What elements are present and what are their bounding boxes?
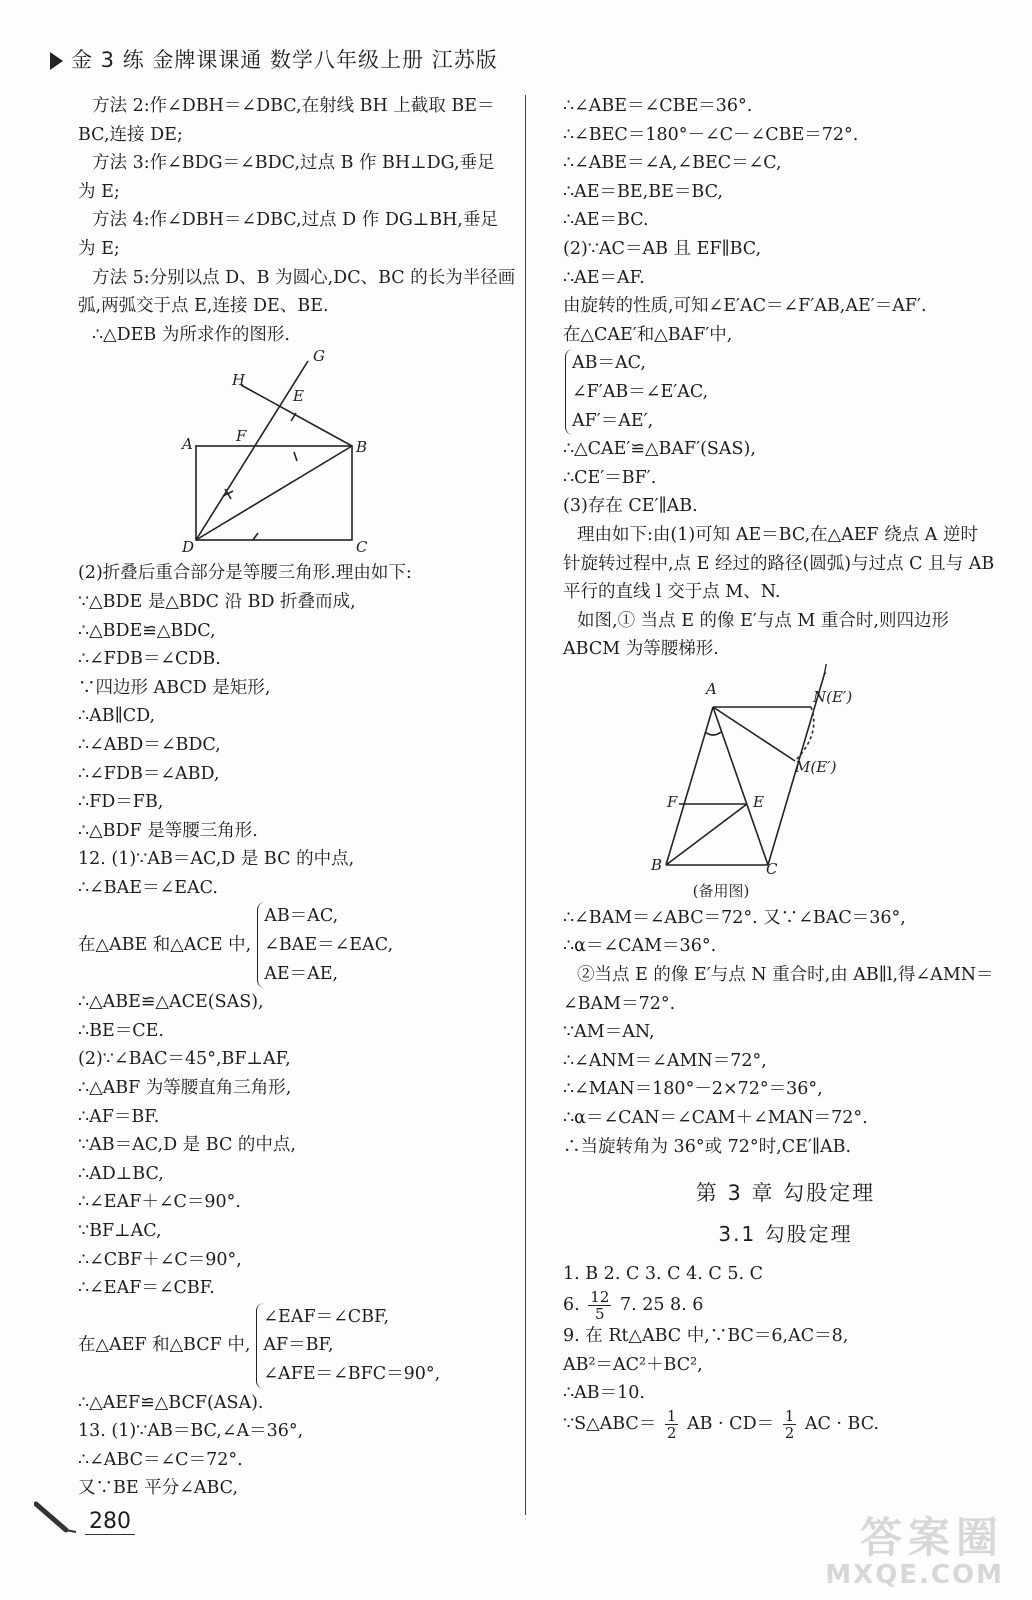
text-line: ∴∠EAF＝∠CBF.: [78, 1278, 215, 1299]
point-label: G: [313, 349, 325, 366]
text-line: 又∵BE 平分∠ABC,: [78, 1478, 239, 1499]
fraction-numerator: 1: [666, 1406, 677, 1425]
point-label: M(E′): [795, 757, 837, 776]
text-line: ∴α＝∠CAN＝∠CAM＋∠MAN＝72°.: [563, 1108, 868, 1129]
rotation-arc: [795, 707, 814, 761]
text-line: ∵△BDE 是△BDC 沿 BD 折叠而成,: [78, 591, 356, 612]
text-line: ∵四边形 ABCD 是矩形,: [78, 677, 271, 698]
text-line: ∴∠BEC＝180°－∠C－∠CBE＝72°.: [563, 124, 859, 145]
fraction-denominator: 2: [666, 1423, 677, 1442]
point-label: F: [667, 792, 678, 811]
text-line: ∴∠FDB＝∠ABD,: [78, 763, 220, 784]
text-line: 为 E;: [78, 238, 120, 259]
system-line: ∠AFE＝∠BFC＝90°,: [263, 1363, 441, 1384]
text-line: 弧,两弧交于点 E,连接 DE、BE.: [78, 296, 329, 317]
point-label: A: [706, 679, 717, 698]
geometry-figure-trapezoid: [563, 664, 1008, 904]
page-footer: [34, 1500, 135, 1534]
text-line: ∴α＝∠CAM＝36°.: [563, 936, 717, 957]
chapter-title: 第 3 章 勾股定理: [695, 1181, 876, 1206]
brace-group: [565, 349, 708, 435]
system-label: 在△AEF 和△BCF 中,: [78, 1335, 251, 1356]
text-line: ∴FD＝FB,: [78, 792, 164, 813]
brace-group: [257, 902, 393, 988]
text-line: 平行的直线 l 交于点 M、N.: [563, 582, 781, 603]
watermark-text: 答案圈: [859, 1513, 1004, 1562]
text-line: ∵BF⊥AC,: [78, 1221, 162, 1241]
formula-part: AB · CD＝: [687, 1413, 775, 1434]
text-line: ∴∠BAE＝∠EAC.: [78, 877, 218, 898]
text-line: ∴∠ABD＝∠BDC,: [78, 734, 221, 755]
point-label: D: [182, 538, 195, 557]
text-line: ∴AE＝AF.: [563, 267, 645, 288]
answer-text: 7. 25 8. 6: [619, 1295, 704, 1315]
column-divider: [525, 95, 526, 1515]
point-label: C: [766, 859, 778, 878]
text-line: ∴AB＝10.: [563, 1383, 645, 1404]
text-line: ∴AF＝BF.: [78, 1106, 160, 1127]
text-line: (3)存在 CE′∥AB.: [563, 496, 698, 517]
text-line: ∴∠CBF＋∠C＝90°,: [78, 1249, 242, 1270]
fraction: [665, 1408, 679, 1441]
answer-number: 6.: [563, 1295, 580, 1315]
text-line: 方法 3:作∠BDG＝∠BDC,过点 B 作 BH⊥DG,垂足: [92, 153, 495, 174]
text-line: ∴△ABF 为等腰直角三角形,: [78, 1078, 292, 1099]
segment-ac: [713, 707, 768, 865]
point-label: F: [236, 427, 247, 446]
section-title: 3.1 勾股定理: [718, 1221, 853, 1246]
text-line: ∴∠ANM＝∠AMN＝72°,: [563, 1050, 767, 1071]
text-line: 理由如下:由(1)可知 AE＝BC,在△AEF 绕点 A 逆时: [577, 524, 979, 545]
text-line: ∵AM＝AN,: [563, 1022, 655, 1043]
figure-caption: (备用图): [692, 881, 750, 900]
text-line: ∴BE＝CE.: [78, 1020, 164, 1041]
brace-group: [256, 1303, 440, 1389]
point-label: E: [293, 387, 304, 406]
point-label: B: [356, 438, 368, 457]
text-line: ②当点 E 的像 E′与点 N 重合时,由 AB∥l,得∠AMN＝: [577, 965, 994, 986]
equation-system: [78, 902, 518, 988]
text-line: ∴△AEF≌△BCF(ASA).: [78, 1392, 264, 1413]
text-line: ∴当旋转角为 36°或 72°时,CE′∥AB.: [563, 1136, 852, 1157]
point-label: E: [753, 792, 764, 811]
geometry-figure-rectangle: [78, 349, 518, 559]
fraction-denominator: 5: [595, 1305, 605, 1323]
text-line: ∴∠ABE＝∠A,∠BEC＝∠C,: [563, 153, 782, 174]
fraction-numerator: 12: [590, 1288, 610, 1306]
fraction-numerator: 1: [784, 1406, 795, 1425]
text-line: ∠BAM＝72°.: [563, 993, 676, 1014]
system-line: ∠BAE＝∠EAC,: [264, 935, 394, 956]
triangle-icon: [50, 52, 63, 70]
text-line: ∵AB＝AC,D 是 BC 的中点,: [78, 1135, 296, 1156]
text-line: ∴△BDF 是等腰三角形.: [78, 820, 258, 841]
text-line: ∴△CAE′≌△BAF′(SAS),: [563, 439, 756, 460]
text-line: 方法 5:分别以点 D、B 为圆心,DC、BC 的长为半径画: [92, 267, 516, 288]
ray-dg: [196, 361, 308, 540]
segment-ab: [666, 707, 713, 865]
right-column: [563, 92, 1008, 1441]
formula-part: AC · BC.: [804, 1413, 880, 1434]
watermark-url: MXQE.COM: [825, 1560, 1004, 1590]
text-line: ∴△ABE≌△ACE(SAS),: [78, 992, 264, 1013]
answer-line: 1. B 2. C 3. C 4. C 5. C: [563, 1264, 763, 1285]
system-line: AB＝AC,: [264, 906, 339, 927]
system-line: AF′＝AE′,: [572, 410, 654, 431]
text-line: ∴AE＝BC.: [563, 210, 649, 231]
text-line: ∴CE′＝BF′.: [563, 467, 657, 488]
text-line: 12. (1)∵AB＝AC,D 是 BC 的中点,: [78, 849, 355, 870]
watermark: [825, 1513, 1004, 1590]
system-line: AE＝AE,: [264, 963, 339, 984]
text-line: ABCM 为等腰梯形.: [563, 639, 719, 660]
text-line: (2)折叠后重合部分是等腰三角形.理由如下:: [78, 563, 412, 584]
formula-part: ∵S△ABC＝: [563, 1413, 657, 1434]
formula-line: [563, 1408, 1008, 1441]
system-line: ∠F′AB＝∠E′AC,: [572, 381, 709, 402]
system-label: 在△ABE 和△ACE 中,: [78, 935, 252, 956]
text-line: AB²＝AC²＋BC²,: [563, 1354, 703, 1375]
text-line: ∴△BDE≌△BDC,: [78, 620, 216, 641]
point-label: l: [823, 663, 828, 678]
text-line: ∴∠BAM＝∠ABC＝72°. 又∵∠BAC＝36°,: [563, 907, 906, 928]
text-line: ∴∠FDB＝∠CDB.: [78, 649, 221, 670]
page-number: 280: [85, 1509, 135, 1535]
text-line: ∴∠ABC＝∠C＝72°.: [78, 1449, 243, 1470]
text-line: BC,连接 DE;: [78, 124, 183, 145]
segment-am: [713, 707, 795, 761]
text-line: 由旋转的性质,可知∠E′AC＝∠F′AB,AE′＝AF′.: [563, 296, 927, 317]
text-line: 在△CAE′和△BAF′中,: [563, 324, 733, 345]
segment-be: [666, 804, 747, 865]
system-line: AB＝AC,: [572, 353, 646, 374]
point-label: C: [356, 538, 368, 557]
text-line: 方法 2:作∠DBH＝∠DBC,在射线 BH 上截取 BE＝: [92, 96, 495, 116]
fraction: [588, 1289, 611, 1322]
text-line: ∴∠ABE＝∠CBE＝36°.: [563, 96, 753, 116]
text-line: ∴AD⊥BC,: [78, 1163, 164, 1184]
text-line: (2)∵∠BAC＝45°,BF⊥AF,: [78, 1049, 291, 1070]
text-line: ∴AE＝BE,BE＝BC,: [563, 181, 723, 202]
system-line: ∠EAF＝∠CBF,: [263, 1306, 390, 1327]
angle-arc: [705, 732, 721, 735]
point-label: N(E′): [813, 687, 853, 706]
point-label: H: [232, 371, 246, 390]
text-line: ∴∠EAF＋∠C＝90°.: [78, 1192, 241, 1213]
text-line: ∴AB∥CD,: [78, 706, 156, 727]
text-line: 针旋转过程中,点 E 经过的路径(圆弧)与过点 C 且与 AB: [563, 553, 995, 574]
equation-system: [78, 1303, 518, 1389]
system-line: AF＝BF,: [263, 1335, 334, 1356]
tick-mark: [294, 452, 297, 461]
text-line: 13. (1)∵AB＝BC,∠A＝36°,: [78, 1421, 304, 1442]
text-line: ∴∠MAN＝180°－2×72°＝36°,: [563, 1079, 823, 1100]
fraction: [783, 1408, 797, 1441]
page-header: 金 3 练 金牌课课通 数学八年级上册 江苏版: [50, 44, 498, 74]
text-line: ∴△DEB 为所求作的图形.: [92, 324, 290, 345]
left-column: [78, 92, 518, 1503]
point-label: B: [651, 855, 663, 874]
answer-line: [563, 1289, 1008, 1322]
point-label: A: [182, 435, 193, 454]
tick-mark: [253, 533, 258, 540]
text-line: 9. 在 Rt△ABC 中,∵BC＝6,AC＝8,: [563, 1326, 849, 1346]
text-line: 为 E;: [78, 181, 120, 202]
text-line: 方法 4:作∠DBH＝∠DBC,过点 D 作 DG⊥BH,垂足: [92, 210, 498, 231]
text-line: 如图,① 当点 E 的像 E′与点 M 重合时,则四边形: [577, 610, 949, 631]
pen-icon: [34, 1500, 78, 1534]
fraction-denominator: 2: [784, 1423, 795, 1442]
diagonal-bd: [196, 446, 352, 540]
text-line: (2)∵AC＝AB 且 EF∥BC,: [563, 238, 762, 259]
